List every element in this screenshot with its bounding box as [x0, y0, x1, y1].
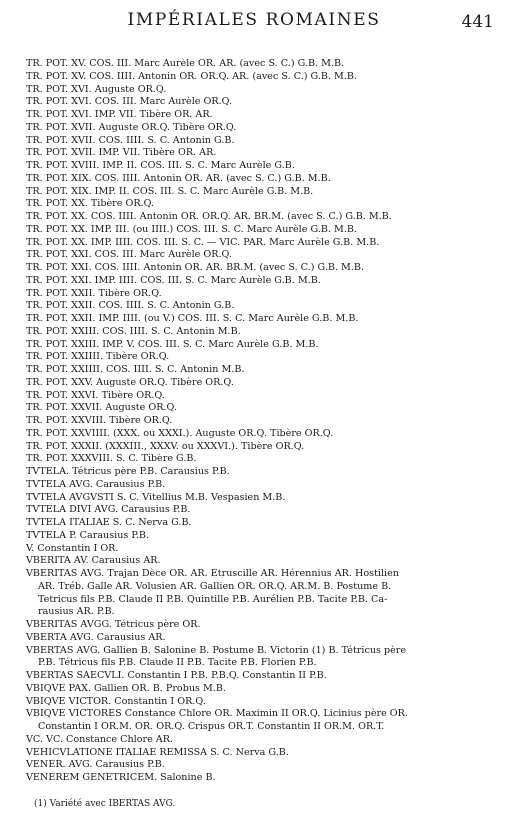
- entry-line: TR. POT. XV. COS. IIII. Antonin OR. OR.Q. AR. (avec S. C.) G.B. M.B.: [26, 70, 358, 82]
- entry-line: TVTELA P. Carausius P.B.: [26, 529, 150, 541]
- entry-line: VBERITA AV. Carausius AR.: [26, 555, 161, 567]
- entry-list: [26, 58, 498, 785]
- entry-line: VBERTA AVG. Carausius AR.: [26, 631, 166, 643]
- entry-line: TR. POT. XXIII. COS. IIII. S. C. Antonin M.B.: [26, 325, 241, 337]
- entry-line: VEHICVLATIONE ITALIAE REMISSA S. C. Nerva G.B.: [26, 746, 289, 758]
- entry-line: VBERTAS SAECVLI. Constantin I P.B. P.B.Q. Constantin II P.B.: [26, 670, 327, 681]
- entry-line: VC. VC. Constance Chlore AR.: [26, 733, 174, 745]
- entry-line: TR. POT. XXII. COS. IIII. S. C. Antonin G.B.: [26, 300, 235, 312]
- entry-line: TR. POT. XXV. Auguste OR.Q. Tibère OR.Q.: [26, 376, 234, 388]
- entry-continuation-line: AR. Tréb. Galle AR. Volusien AR. Gallien OR. OR.Q. AR.M. B. Postume B.: [38, 580, 392, 592]
- entry-line: TR. POT. XXII. Tibère OR.Q.: [26, 287, 162, 299]
- entry-line: TR. POT. XXXII. (XXXIII., XXXV. ou XXXVI.). Tibère OR.Q.: [26, 440, 305, 452]
- entry-line: TR. POT. XX. IMP. IIII. COS. III. S. C. — VIC. PAR. Marc Aurèle G.B. M.B.: [26, 236, 380, 248]
- entry-line: TR. POT. XVI. IMP. VII. Tibère OR. AR.: [26, 109, 213, 120]
- entry-line: TR. POT. XXI. COS. IIII. Antonin OR. AR. BR.M. (avec S. C.) G.B. M.B.: [26, 262, 365, 273]
- entry-line: TR. POT. XIX. COS. IIII. Antonin OR. AR. (avec S. C.) G.B. M.B.: [26, 172, 331, 184]
- page-header: [0, 10, 508, 36]
- entry-line: TR. POT. XV. COS. III. Marc Aurèle OR. AR. (avec S. C.) G.B. M.B.: [26, 58, 345, 69]
- entry-line: TR. POT. XXVIII. Tibère OR.Q.: [26, 415, 173, 426]
- entry-line: TR. POT. XVII. COS. IIII. S. C. Antonin G.B.: [26, 134, 235, 146]
- entry-line: TR. POT. XXXVIII. S. C. Tibère G.B.: [26, 453, 197, 465]
- entry-line: V. Constantin I OR.: [26, 542, 119, 554]
- entry-line: TVTELA. Tétricus père P.B. Carausius P.B.: [26, 466, 230, 477]
- entry-line: TR. POT. XXVIIII. (XXX. ou XXXI.). Auguste OR.Q. Tibère OR.Q.: [26, 427, 334, 439]
- entry-line: TR. POT. XXIIII. COS. IIII. S. C. Antonin M.B.: [26, 364, 245, 375]
- entry-line: TR. POT. XIX. IMP. II. COS. III. S. C. Marc Aurèle G.B. M.B.: [26, 185, 314, 197]
- entry-line: TR. POT. XXI. IMP. IIII. COS. III. S. C. Marc Aurèle G.B. M.B.: [26, 274, 321, 286]
- entry-line: VBERITAS AVGG. Tétricus père OR.: [26, 619, 201, 630]
- entry-line: VENER. AVG. Carausius P.B.: [26, 759, 165, 771]
- entry-line: TR. POT. XVII. IMP. VII. Tibère OR. AR.: [26, 147, 217, 159]
- entry-continuation-line: P.B. Tétricus fils P.B. Claude II P.B. Tacite P.B. Florien P.B.: [38, 657, 317, 669]
- page-number: 441: [461, 12, 494, 32]
- entry-line: TVTELA AVGVSTI S. C. Vitellius M.B. Vespasien M.B.: [26, 491, 286, 503]
- entry-line: VBIQVE VICTORES Constance Chlore OR. Maximin II OR.Q. Licinius père OR.: [26, 708, 408, 720]
- entry-line: TR. POT. XVII. Auguste OR.Q. Tibère OR.Q.: [26, 121, 237, 133]
- entry-line: VBERTAS AVG. Gallien B. Salonine B. Postume B. Victorin (1) B. Tétricus père: [26, 644, 407, 656]
- entry-line: TR. POT. XXIII. IMP. V. COS. III. S. C. Marc Aurèle G.B. M.B.: [26, 338, 319, 350]
- entry-continuation-line: rausius AR. P.B.: [38, 606, 115, 618]
- entry-line: TR. POT. XXVI. Tibère OR.Q.: [26, 389, 165, 401]
- entry-line: TR. POT. XVIII. IMP. II. COS. III. S. C. Marc Aurèle G.B.: [26, 160, 295, 171]
- footnote: (1) Variété avec IBERTAS AVG.: [34, 799, 176, 809]
- entry-line: TR. POT. XXIIII. Tibère OR.Q.: [26, 351, 170, 363]
- entry-line: TVTELA AVG. Carausius P.B.: [26, 478, 166, 490]
- entry-line: VBIQVE PAX. Gallien OR. B. Probus M.B.: [26, 682, 226, 694]
- entry-line: TR. POT. XVI. Auguste OR.Q.: [26, 83, 167, 95]
- entry-line: TVTELA DIVI AVG. Carausius P.B.: [26, 504, 191, 516]
- entry-line: VENEREM GENETRICEM. Salonine B.: [26, 772, 216, 783]
- entry-line: VBERITAS AVG. Trajan Dèce OR. AR. Étruscille AR. Hérennius AR. Hostilien: [26, 568, 399, 579]
- entry-continuation-line: Constantin I OR.M. OR. OR.Q. Crispus OR.T. Constantin II OR.M. OR.T.: [38, 721, 385, 732]
- page-title: IMPÉRIALES ROMAINES: [127, 10, 381, 30]
- entry-line: TR. POT. XXI. COS. III. Marc Aurèle OR.Q.: [26, 249, 232, 261]
- entry-line: TR. POT. XXII. IMP. IIII. (ou V.) COS. III. S. C. Marc Aurèle G.B. M.B.: [26, 313, 359, 324]
- entry-line: TR. POT. XXVII. Auguste OR.Q.: [26, 402, 177, 414]
- entry-line: TVTELA ITALIAE S. C. Nerva G.B.: [26, 517, 192, 528]
- entry-line: VBIQVE VICTOR. Constantin I OR.Q.: [26, 695, 206, 707]
- entry-line: TR. POT. XVI. COS. III. Marc Aurèle OR.Q.: [26, 96, 233, 108]
- entry-continuation-line: Tetricus fils P.B. Claude II P.B. Quintille P.B. Aurélien P.B. Tacite P.B. Ca-: [38, 593, 388, 605]
- entry-line: TR. POT. XX. COS. IIII. Antonin OR. OR.Q. AR. BR.M. (avec S. C.) G.B. M.B.: [26, 211, 392, 222]
- entry-line: TR. POT. XX. Tibère OR.Q.: [26, 198, 155, 210]
- entry-line: TR. POT. XX. IMP. III. (ou IIII.) COS. III. S. C. Marc Aurèle G.B. M.B.: [26, 223, 357, 235]
